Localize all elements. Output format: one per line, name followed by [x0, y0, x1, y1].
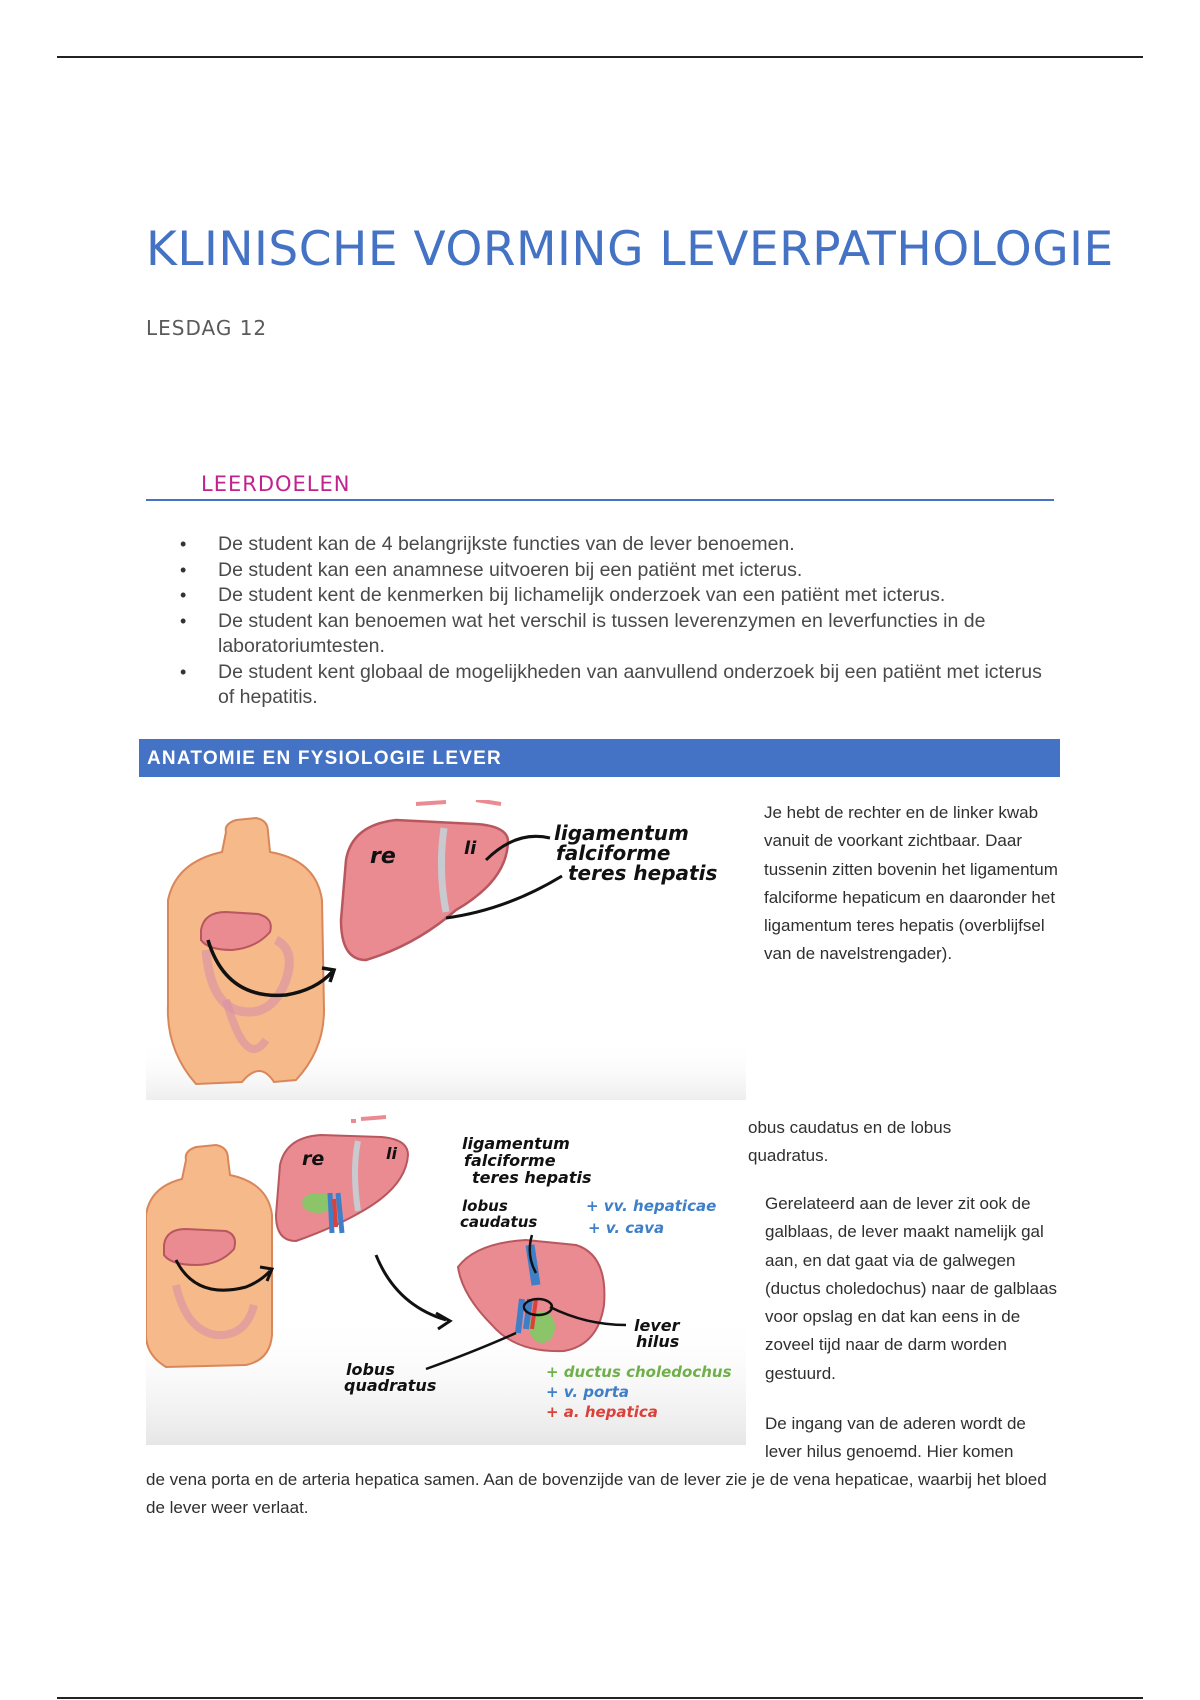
learning-objectives-list [170, 532, 1060, 711]
label-falciforme: falciforme [556, 841, 671, 865]
liver-anatomy-figure-detail [146, 1115, 746, 1445]
label-hilus: hilus [636, 1332, 680, 1351]
list-item: • De student kan benoemen wat het verschil is tussen leverenzymen en leverfuncties in de laboratoriumtesten. [170, 609, 1060, 660]
label-left-lobe: li [464, 838, 477, 859]
list-item: • De student kan de 4 belangrijkste functies van de lever benoemen. [170, 532, 1060, 558]
label-vv-hepaticae: + vv. hepaticae [586, 1197, 717, 1215]
label-ligamentum: ligamentum [462, 1134, 570, 1153]
label-lobus-q: lobus [346, 1360, 395, 1379]
paragraph-hilus-end: de vena porta en de arteria hepatica samen. Aan de bovenzijde van de lever zie je de vena hepaticae, waarbij het bloed de lever weer verlaat. [146, 1470, 1047, 1518]
bottom-rule [57, 1697, 1143, 1699]
label-v-porta: + v. porta [546, 1383, 629, 1401]
label-teres-hepatis: teres hepatis [472, 1168, 592, 1187]
ligament-band [355, 1141, 358, 1211]
paragraph-lobus: obus caudatus en de lobus quadratus. [748, 1118, 952, 1166]
label-caudatus: caudatus [460, 1213, 538, 1231]
heading-underline [146, 499, 1054, 501]
label-ductus-choledochus: + ductus choledochus [546, 1363, 732, 1381]
learning-objectives-heading: LEERDOELEN [201, 472, 351, 496]
label-left-lobe: li [386, 1144, 397, 1163]
label-ligamentum: ligamentum [554, 821, 689, 845]
label-right-lobe: re [370, 844, 396, 869]
label-lever: lever [634, 1316, 680, 1335]
section-header-bar [139, 739, 1060, 777]
label-quadratus: quadratus [344, 1376, 437, 1395]
label-lobus: lobus [462, 1197, 508, 1215]
liver-anatomy-figure-front [146, 800, 746, 1100]
label-teres-hepatis: teres hepatis [568, 861, 718, 885]
list-item: • De student kent globaal de mogelijkheden van aanvullend onderzoek bij een patiënt met icterus of hepatitis. [170, 660, 1060, 711]
list-item: • De student kent de kenmerken bij lichamelijk onderzoek van een patiënt met icterus. [170, 583, 1060, 609]
label-right-lobe: re [302, 1148, 325, 1170]
paragraph-hilus-start: De ingang van de aderen wordt de lever hilus genoemd. Hier komen [765, 1414, 1026, 1462]
section-title: ANATOMIE EN FYSIOLOGIE LEVER [147, 748, 502, 769]
top-rule [57, 56, 1143, 58]
list-item: • De student kan een anamnese uitvoeren bij een patiënt met icterus. [170, 558, 1060, 584]
document-subtitle: LESDAG 12 [146, 316, 268, 340]
document-title: KLINISCHE VORMING LEVERPATHOLOGIE [146, 222, 1114, 277]
label-falciforme: falciforme [464, 1151, 556, 1170]
artery-illustration [334, 1199, 336, 1227]
paragraph-lobes: Je hebt de rechter en de linker kwab vanuit de voorkant zichtbaar. Daar tussenin zitten bovenin het ligamentum falciforme hepaticum en daaronder het ligamentum teres hepatis (overblijfsel van de navelstrengader). [764, 803, 1058, 964]
label-a-hepatica: + a. hepatica [546, 1403, 658, 1421]
label-v-cava: + v. cava [588, 1219, 665, 1237]
paragraph-galblaas: Gerelateerd aan de lever zit ook de galblaas, de lever maakt namelijk gal aan, en dat gaat via de galwegen (ductus choledochus) naar de galblaas voor opslag en dat kan eens in de zoveel tijd naar de darm worden gestuurd. [765, 1194, 1058, 1383]
